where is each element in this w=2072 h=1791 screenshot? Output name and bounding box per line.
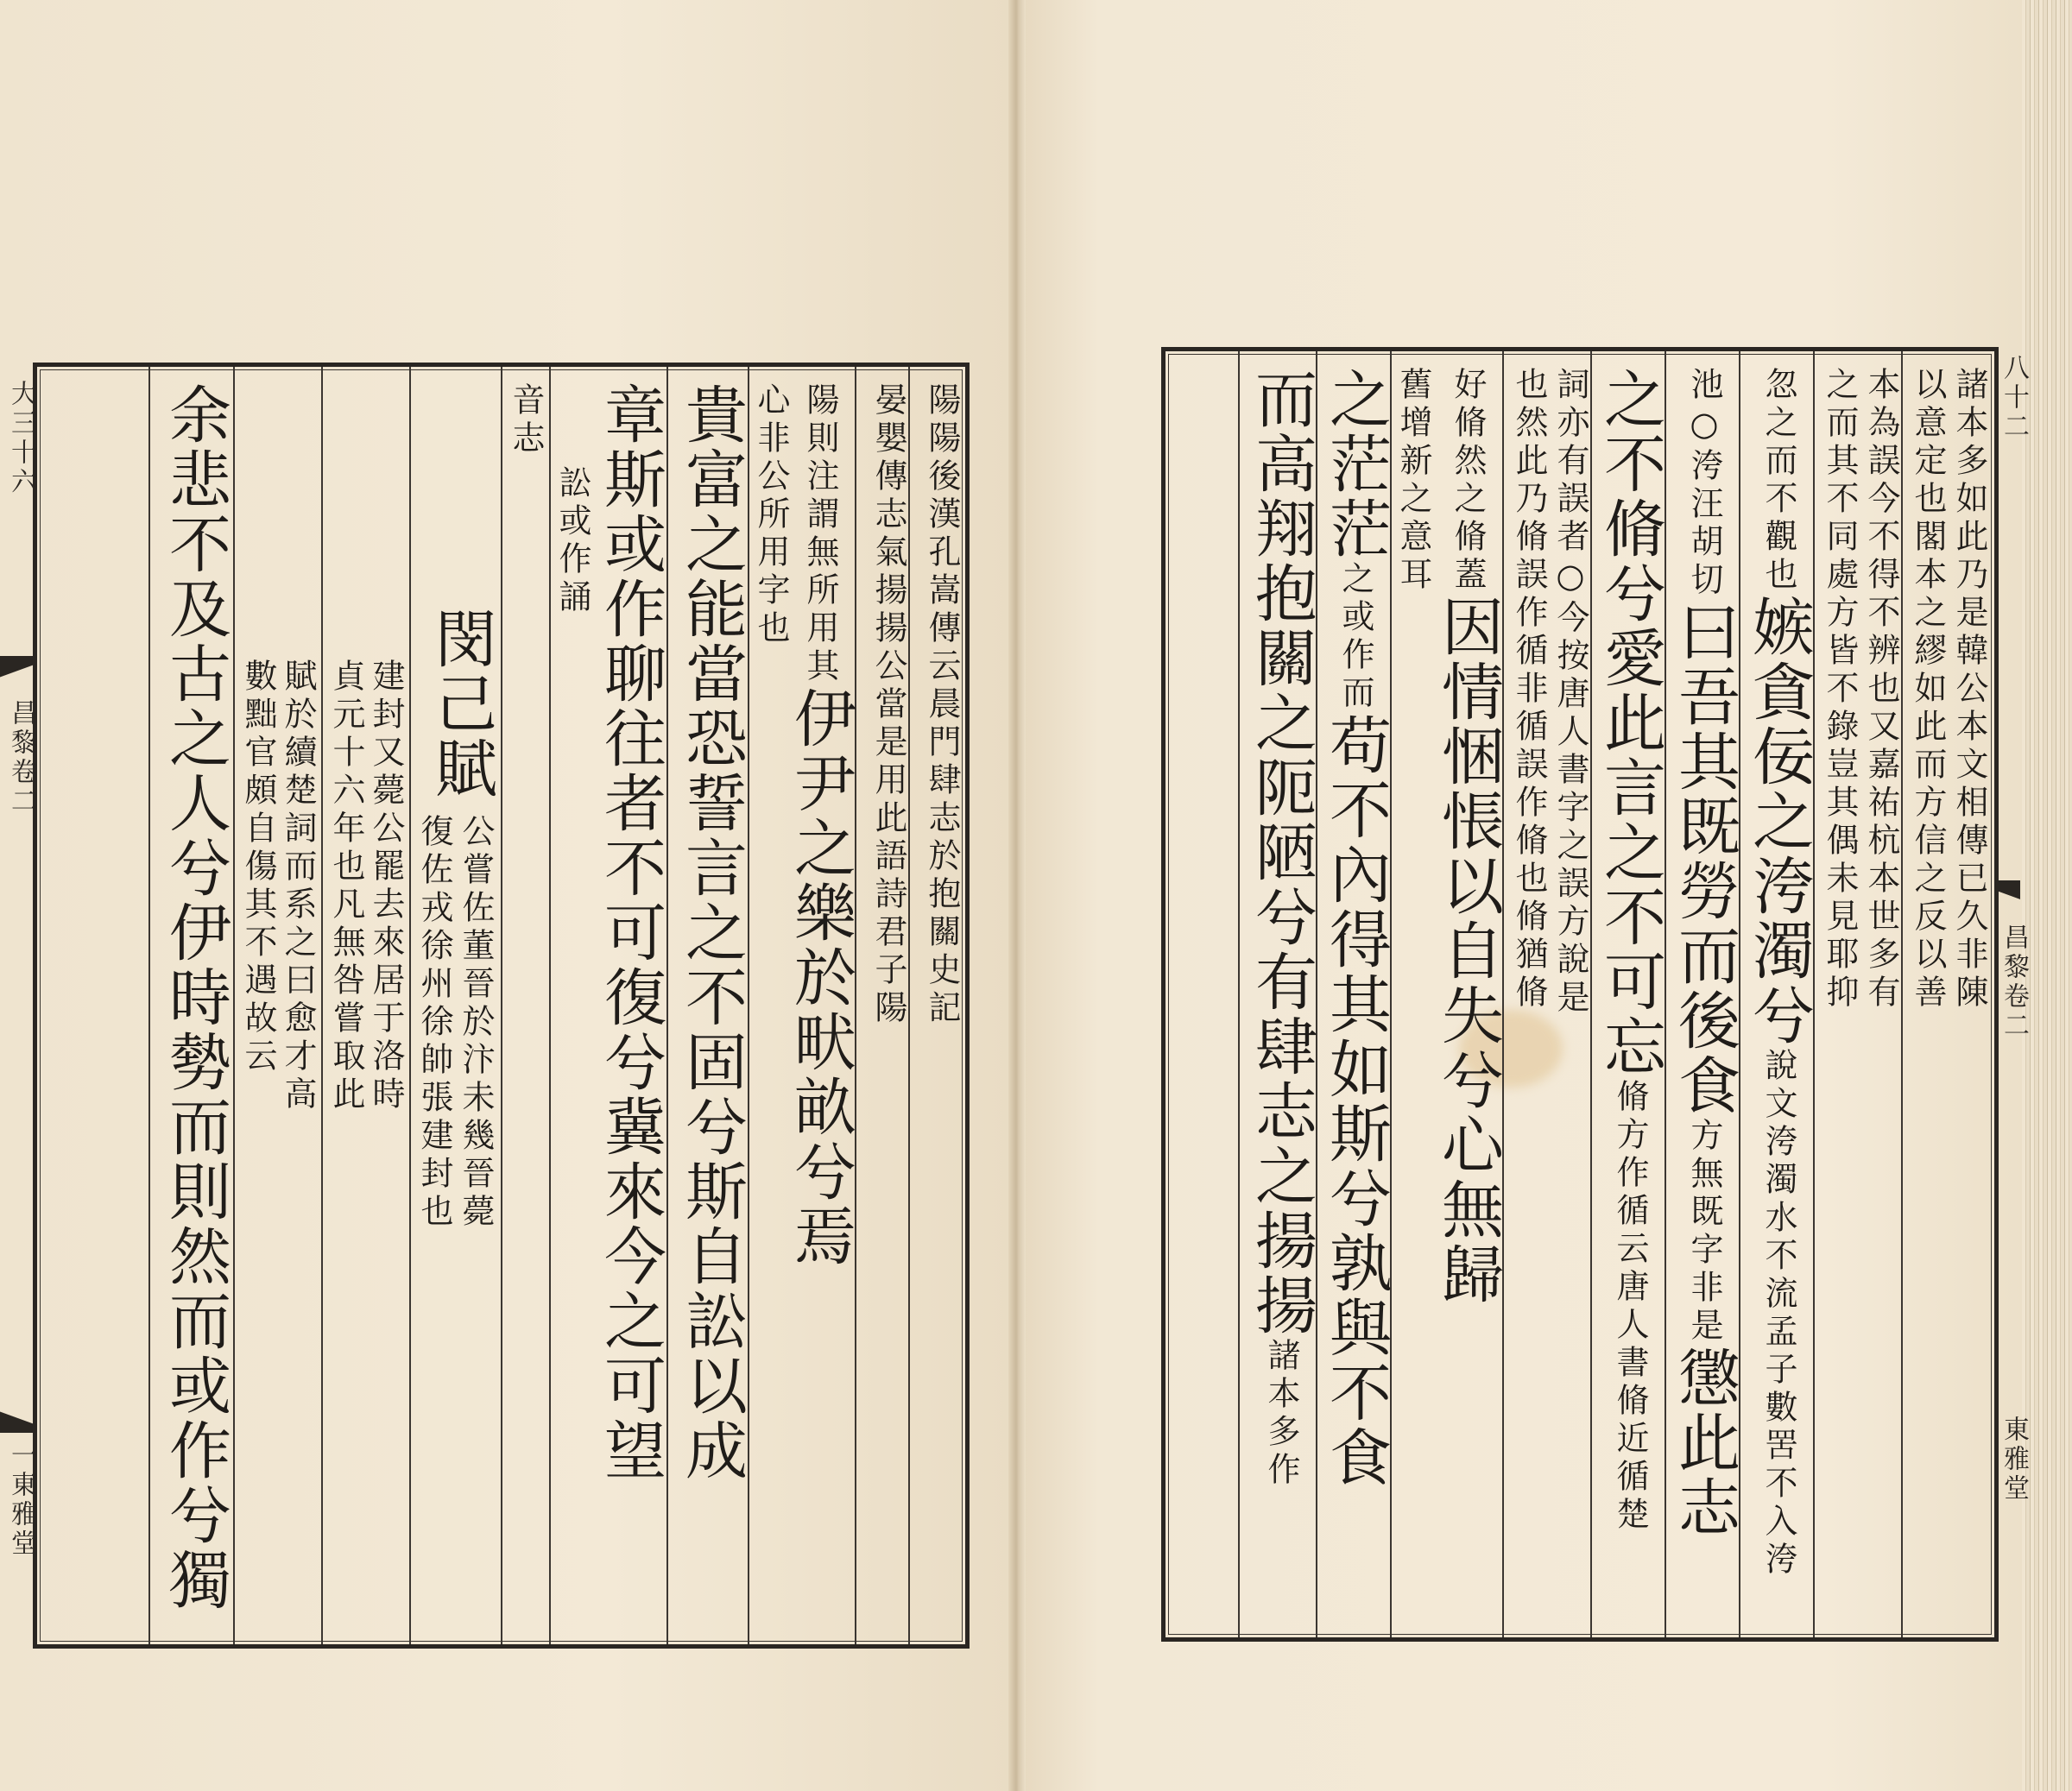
text-column: 心非公所用字也 bbox=[752, 382, 790, 648]
column-rule bbox=[1590, 351, 1592, 1637]
fish-tail-mark bbox=[1996, 880, 2020, 913]
fish-tail-title: 昌黎卷二 bbox=[6, 699, 36, 817]
main-text: 伊尹之樂於畎畝兮焉 bbox=[784, 686, 856, 1269]
text-column-mixed bbox=[1742, 351, 1815, 1637]
fish-tail-side: 一東雅堂 bbox=[6, 1441, 36, 1559]
text-column: 也然此乃脩誤作循非循誤作脩也脩猶脩 bbox=[1510, 367, 1548, 1012]
margin-label: 大三十六 bbox=[6, 380, 36, 497]
annotation-text: 脩方作循云唐人書脩近循楚 bbox=[1611, 1079, 1649, 1535]
text-column: 余悲不及古之人兮伊時勢而則然而或作兮獨 bbox=[159, 382, 231, 1612]
column-rule bbox=[908, 367, 910, 1644]
main-text: 而高翔抱關之阨陋兮有肆志之揚揚 bbox=[1245, 367, 1317, 1338]
column-rule bbox=[148, 367, 150, 1644]
text-column: 貴富之能當恐誓言之不固兮斯自訟以成 bbox=[675, 382, 748, 1483]
section-title: 閔己賦 bbox=[425, 607, 497, 801]
text-column: 詞亦有誤者○今按唐人書字之誤方說是 bbox=[1551, 367, 1589, 1018]
column-rule bbox=[549, 367, 551, 1644]
column-rule bbox=[501, 367, 502, 1644]
main-text: 之不脩兮愛此言之不可忘 bbox=[1594, 367, 1666, 1079]
text-column: 復佐戎徐州徐帥張建封也 bbox=[415, 814, 453, 1232]
column-rule bbox=[748, 367, 749, 1644]
left-text-frame bbox=[33, 363, 970, 1649]
fish-tail-mark bbox=[0, 656, 33, 691]
fish-tail-title: 昌黎卷二 bbox=[1999, 924, 2029, 1041]
text-column-mixed bbox=[1668, 351, 1740, 1637]
text-column-mixed bbox=[784, 367, 856, 1644]
text-column: 章斯或作聊往者不可復兮冀來今之可望 bbox=[594, 382, 666, 1483]
text-column: 建封又薨公罷去來居于洛時 bbox=[367, 659, 405, 1114]
column-rule bbox=[233, 367, 235, 1644]
text-column-mixed bbox=[1594, 351, 1666, 1637]
text-column: 晏嬰傳志氣揚揚公當是用此語詩君子陽 bbox=[869, 382, 907, 1028]
text-column: 賦於續楚詞而系之曰愈才高 bbox=[279, 659, 317, 1114]
annotation-text: 忽之而不觀也 bbox=[1759, 367, 1797, 595]
main-text: 懲此志 bbox=[1668, 1346, 1740, 1540]
text-column-mixed bbox=[1319, 351, 1392, 1637]
annotation-text: 說文洿濁水不流孟子數罟不入洿 bbox=[1759, 1048, 1797, 1580]
margin-label: 八十二 bbox=[1999, 354, 2029, 442]
text-column: 諸本多如此乃是韓公本文相傳已久非陳 bbox=[1950, 367, 1988, 1012]
text-column: 公嘗佐董晉於汴未幾晉薨 bbox=[457, 814, 495, 1232]
column-rule bbox=[666, 367, 668, 1644]
annotation-text: 方無既字非是 bbox=[1685, 1118, 1723, 1346]
text-column: 陽陽後漢孔嵩傳云晨門肆志於抱關史記 bbox=[923, 382, 961, 1028]
right-text-frame bbox=[1161, 347, 1999, 1642]
text-column: 數黜官頗自傷其不遇故云 bbox=[239, 659, 277, 1076]
main-text: 苟不內得其如斯兮孰與不食 bbox=[1319, 713, 1392, 1490]
annotation-text: 之或作而 bbox=[1336, 561, 1374, 713]
text-column: 本為誤今不得不辨也又嘉祐杭本世多有 bbox=[1862, 367, 1900, 1012]
book-gutter bbox=[1008, 0, 1026, 1791]
column-rule bbox=[1901, 351, 1903, 1637]
main-text: 因情悃悵以自失兮心無歸 bbox=[1431, 595, 1504, 1307]
column-rule bbox=[321, 367, 323, 1644]
main-text: 嫉貪佞之洿濁兮 bbox=[1742, 595, 1815, 1048]
page-edges bbox=[2022, 0, 2072, 1791]
text-column: 舊增新之意耳 bbox=[1394, 367, 1432, 595]
text-column-mixed bbox=[1431, 351, 1504, 1637]
annotation-text: 諸本多作 bbox=[1262, 1338, 1300, 1490]
annotation-text: 陽則注謂無所用其 bbox=[801, 382, 839, 686]
fish-tail-side: 東雅堂 bbox=[1999, 1416, 2029, 1504]
text-column-mixed bbox=[1243, 351, 1317, 1637]
main-text: 曰吾其既勞而後食 bbox=[1668, 600, 1740, 1118]
annotation-text: 好脩然之脩蓋 bbox=[1449, 367, 1487, 595]
text-column: 以意定也閣本之繆如此而方信之反以善 bbox=[1909, 367, 1947, 1012]
text-column: 貞元十六年也凡無咎嘗取此 bbox=[327, 659, 365, 1114]
main-text: 之茫茫 bbox=[1319, 367, 1392, 561]
fish-tail-mark bbox=[0, 1398, 33, 1433]
column-rule bbox=[1238, 351, 1240, 1637]
text-column: 訟或作誦 bbox=[553, 465, 591, 617]
text-column: 之而其不同處方皆不錄豈其偶未見耶抑 bbox=[1821, 367, 1859, 1012]
column-rule bbox=[409, 367, 411, 1644]
text-column: 音志 bbox=[507, 382, 545, 458]
annotation-text: 池○洿汪胡切 bbox=[1685, 367, 1723, 600]
